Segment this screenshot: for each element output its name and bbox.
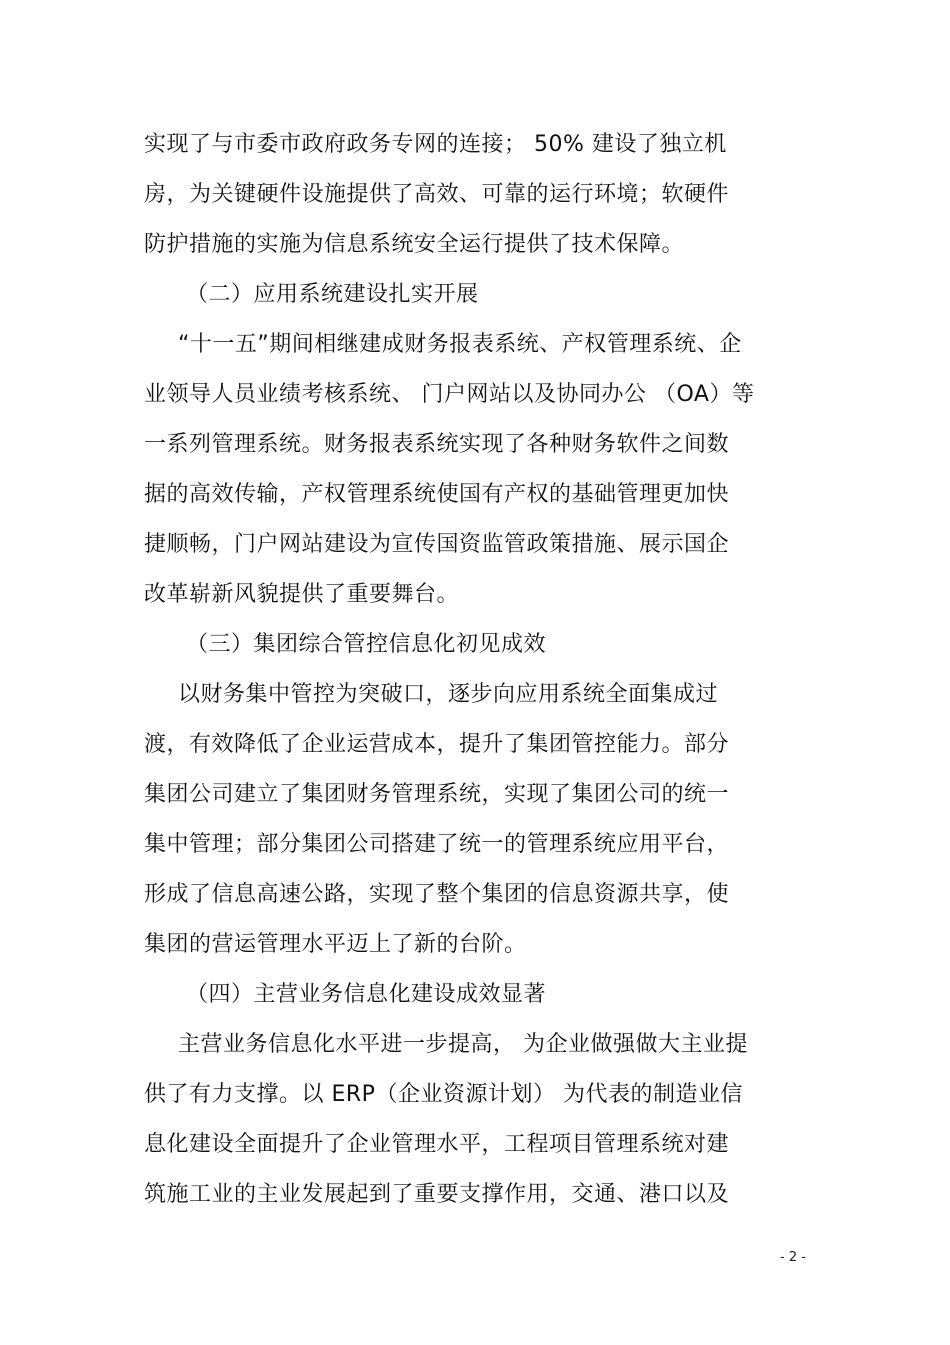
text-line: 集团公司建立了集团财务管理系统，实现了集团公司的统一: [144, 782, 730, 807]
text-line: 改革崭新风貌提供了重要舞台。: [144, 582, 460, 607]
text-line: 息化建设全面提升了企业管理水平，工程项目管理系统对建: [144, 1132, 730, 1157]
text-line: 防护措施的实施为信息系统安全运行提供了技术保障。: [144, 232, 685, 257]
text-line: 据的高效传输，产权管理系统使国有产权的基础管理更加快: [144, 482, 730, 507]
text-line: “十一五”期间相继建成财务报表系统、产权管理系统、企: [178, 332, 742, 357]
section-heading: （二）应用系统建设扎实开展: [186, 282, 479, 307]
text-line: 主营业务信息化水平进一步提高， 为企业做强做大主业提: [178, 1032, 748, 1057]
text-line: 筑施工业的主业发展起到了重要支撑作用，交通、港口以及: [144, 1182, 730, 1207]
section-heading: （四）主营业务信息化建设成效显著: [186, 982, 547, 1007]
text-line: 捷顺畅，门户网站建设为宣传国资监管政策措施、展示国企: [144, 532, 730, 557]
text-line: 集中管理；部分集团公司搭建了统一的管理系统应用平台，: [144, 832, 730, 857]
text-line: 业领导人员业绩考核系统、 门户网站以及协同办公 （OA）等: [144, 382, 755, 407]
text-line: 一系列管理系统。财务报表系统实现了各种财务软件之间数: [144, 432, 730, 457]
text-line: 供了有力支撑。以 ERP（企业资源计划） 为代表的制造业信: [144, 1082, 743, 1107]
text-line: 渡，有效降低了企业运营成本，提升了集团管控能力。部分: [144, 732, 730, 757]
text-line: 以财务集中管控为突破口，逐步向应用系统全面集成过: [178, 682, 719, 707]
text-line: 实现了与市委市政府政务专网的连接； 50% 建设了独立机: [144, 132, 727, 157]
text-line: 集团的营运管理水平迈上了新的台阶。: [144, 932, 527, 957]
page-number: - 2 -: [780, 1250, 806, 1265]
text-line: 形成了信息高速公路，实现了整个集团的信息资源共享，使: [144, 882, 730, 907]
text-line: 房，为关键硬件设施提供了高效、可靠的运行环境；软硬件: [144, 182, 730, 207]
section-heading: （三）集团综合管控信息化初见成效: [186, 632, 547, 657]
